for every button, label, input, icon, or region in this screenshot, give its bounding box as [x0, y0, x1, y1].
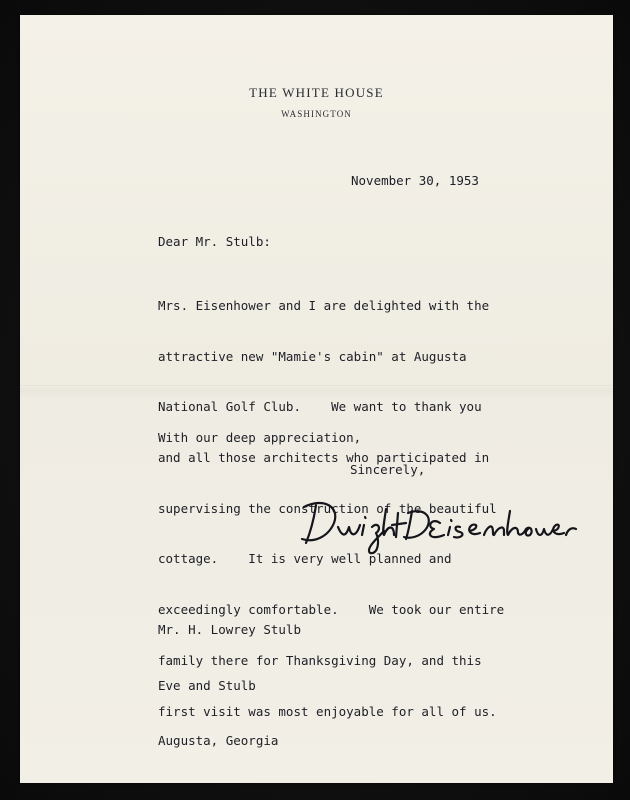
closing: Sincerely, [350, 462, 426, 477]
body-line: exceedingly comfortable. We took our entire [158, 602, 505, 618]
body-line: family there for Thanksgiving Day, and this [158, 652, 482, 668]
appreciation-line: With our deep appreciation, [158, 430, 362, 445]
letterhead-title: THE WHITE HOUSE [249, 85, 384, 100]
address-line: Mr. H. Lowrey Stulb [158, 622, 301, 637]
handwritten-signature [294, 483, 584, 563]
body-line: National Golf Club. We want to thank you [158, 399, 482, 415]
letterhead-subtitle: WASHINGTON [281, 109, 352, 119]
body-line: and all those architects who participated in [158, 449, 490, 465]
recipient-address [158, 584, 301, 788]
letter-sheet [20, 15, 613, 783]
body-line: attractive new "Mamie's cabin" at Augusta [158, 348, 467, 364]
body-line: cottage. It is very well planned and [158, 551, 452, 567]
body-line: Mrs. Eisenhower and I are delighted with the [158, 297, 490, 313]
body-line: supervising the construction of the beautiful [158, 500, 497, 516]
salutation: Dear Mr. Stulb: [158, 234, 271, 249]
body-line: first visit was most enjoyable for all of us. [158, 703, 497, 719]
address-line: Eve and Stulb [158, 677, 256, 693]
address-line: Augusta, Georgia [158, 733, 279, 748]
letter-date: November 30, 1953 [351, 173, 479, 188]
